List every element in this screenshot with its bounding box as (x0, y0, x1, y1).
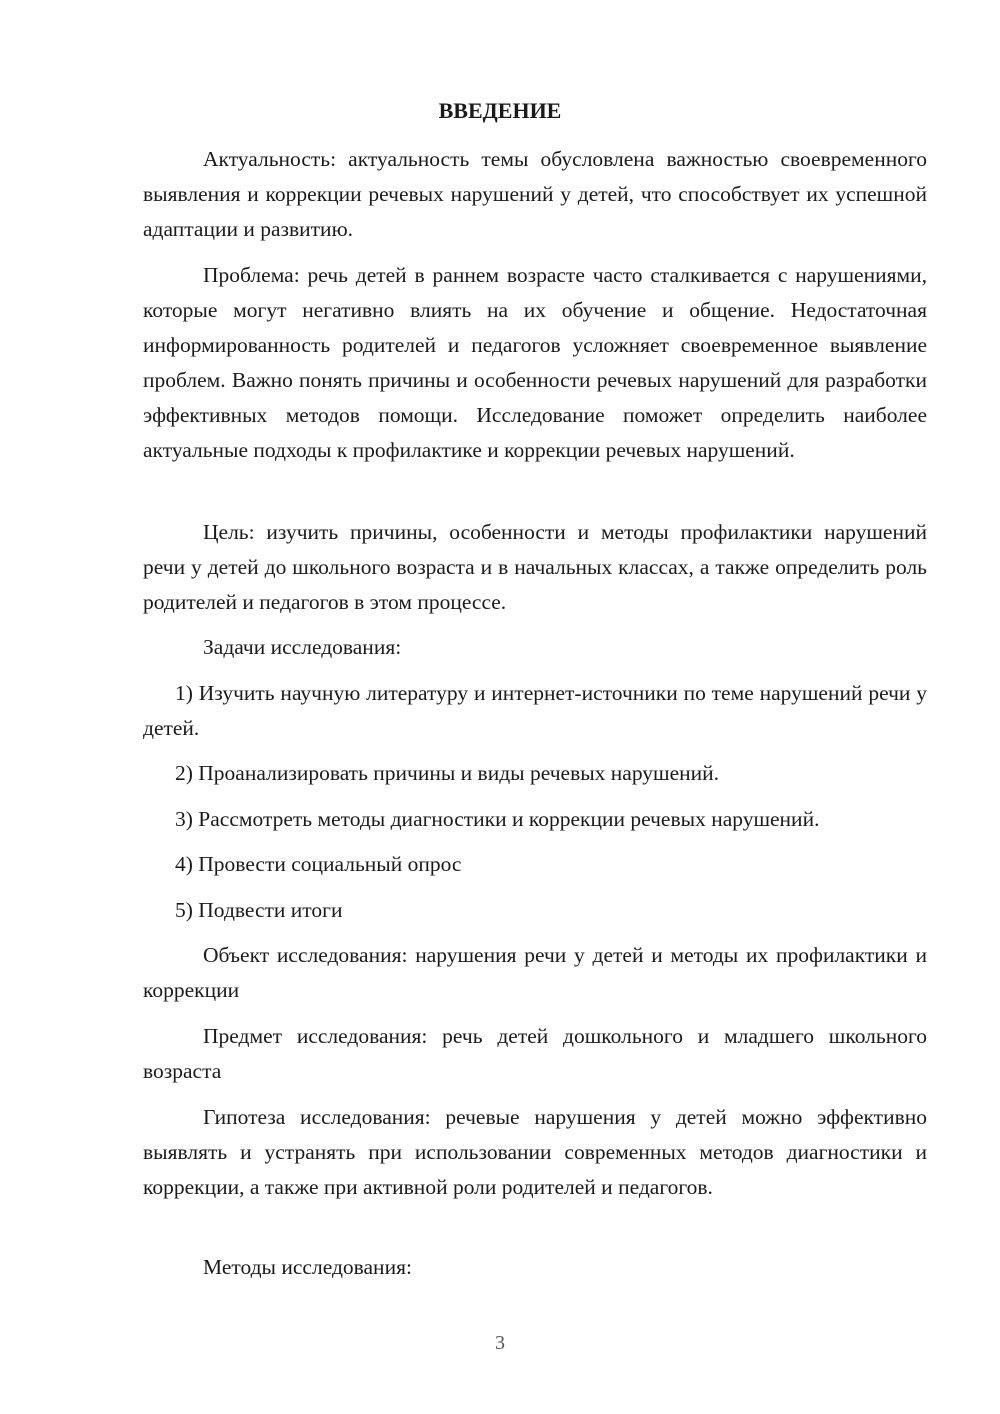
task-item-2: 2) Проанализировать причины и виды речевых нарушений. (175, 761, 720, 785)
relevance-paragraph: Актуальность: актуальность темы обусловлена важностью своевременного выявления и коррекции речевых нарушений у детей, что способствует их успешной адаптации и развитию. (143, 147, 927, 241)
problem-paragraph: Проблема: речь детей в раннем возрасте часто сталкивается с нарушениями, которые могут негативно влиять на их обучение и общение. Недостаточная информированность родителей и педагогов усложняет своевременное выявление проблем. Важно понять причины и особенности речевых нарушений для разработки эффективных методов помощи. Исследование поможет определить наиболее актуальные подходы к профилактике и коррекции речевых нарушений. (143, 263, 927, 462)
tasks-heading: Задачи исследования: (203, 635, 402, 659)
hypothesis-paragraph: Гипотеза исследования: речевые нарушения у детей можно эффективно выявлять и устранять при использовании современных методов диагностики и коррекции, а также при активной роли родителей и педагогов. (143, 1105, 927, 1199)
task-item-4: 4) Провести социальный опрос (175, 852, 462, 876)
task-item-3: 3) Рассмотреть методы диагностики и коррекции речевых нарушений. (175, 807, 820, 831)
page-title: ВВЕДЕНИЕ (438, 98, 562, 123)
subject-paragraph: Предмет исследования: речь детей дошкольного и младшего школьного возраста (143, 1024, 927, 1083)
task-item-5: 5) Подвести итоги (175, 898, 343, 922)
task-item-1: 1) Изучить научную литературу и интернет-источники по теме нарушений речи у детей. (143, 681, 927, 740)
object-paragraph: Объект исследования: нарушения речи у детей и методы их профилактики и коррекции (143, 943, 927, 1002)
methods-heading: Методы исследования: (203, 1255, 412, 1279)
goal-paragraph: Цель: изучить причины, особенности и методы профилактики нарушений речи у детей до школьного возраста и в начальных классах, а также определить роль родителей и педагогов в этом процессе. (143, 520, 927, 614)
page-number: 3 (495, 1332, 505, 1354)
